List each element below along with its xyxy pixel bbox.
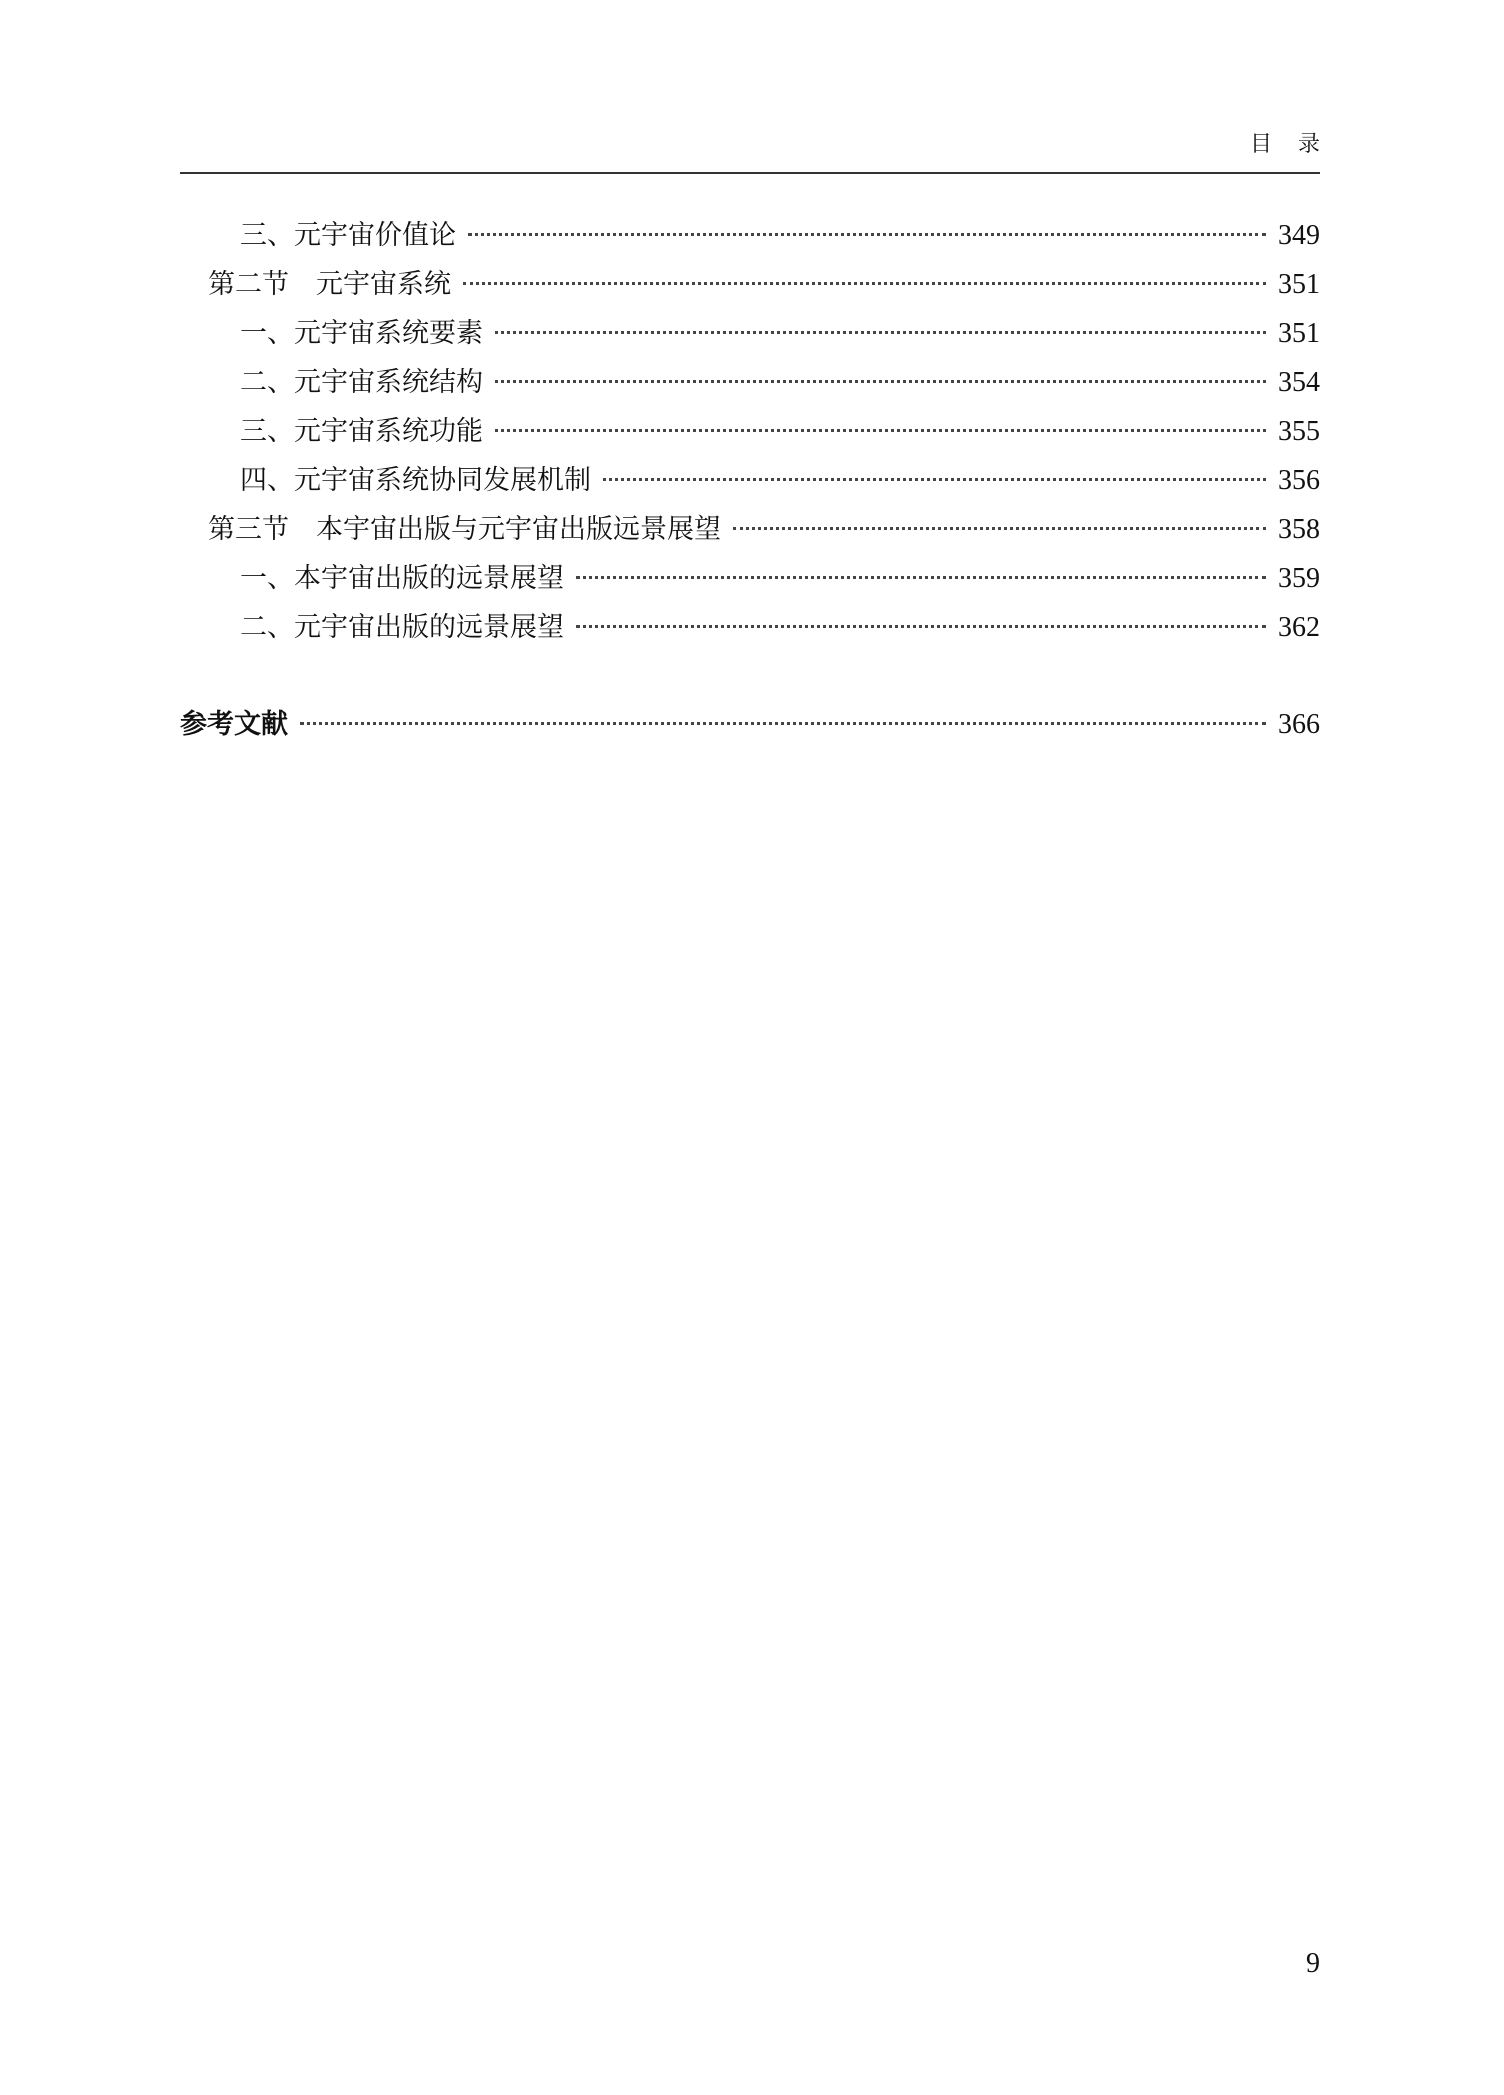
dot-leader [468, 233, 1266, 236]
dot-leader [495, 331, 1266, 334]
toc-entry[interactable] [180, 358, 1320, 407]
toc-entry-page: 366 [1278, 709, 1320, 740]
toc-entry-title: 二、元宇宙系统结构 [240, 367, 483, 398]
toc-entry-title: 参考文献 [180, 709, 288, 740]
toc-entry-page: 359 [1278, 563, 1320, 594]
header-title: 目录 [1249, 132, 1346, 157]
toc-entry[interactable] [180, 407, 1320, 456]
toc-entry[interactable] [180, 505, 1320, 554]
dot-leader [495, 380, 1266, 383]
toc-entry[interactable] [180, 456, 1320, 505]
toc-entry[interactable] [180, 603, 1320, 652]
toc-entry-title: 二、元宇宙出版的远景展望 [240, 612, 564, 643]
toc-entry-page: 354 [1278, 367, 1320, 398]
toc-entry[interactable] [180, 260, 1320, 309]
toc-entry-page: 362 [1278, 612, 1320, 643]
toc-entry-references[interactable] [180, 700, 1320, 749]
toc-entry-title: 一、本宇宙出版的远景展望 [240, 563, 564, 594]
toc-entry-title: 三、元宇宙价值论 [240, 220, 456, 251]
toc-entry-title: 第三节 本宇宙出版与元宇宙出版远景展望 [208, 514, 721, 545]
toc-entry-page: 356 [1278, 465, 1320, 496]
toc-entry-title: 一、元宇宙系统要素 [240, 318, 483, 349]
dot-leader [603, 478, 1266, 481]
dot-leader [495, 429, 1266, 432]
toc-entry-title: 四、元宇宙系统协同发展机制 [240, 465, 591, 496]
toc-entry-page: 358 [1278, 514, 1320, 545]
page-number: 9 [1306, 1948, 1320, 1979]
running-header [180, 130, 1346, 174]
dot-leader [576, 625, 1266, 628]
dot-leader [576, 576, 1266, 579]
dot-leader [733, 527, 1266, 530]
toc-entry[interactable] [180, 554, 1320, 603]
toc-entry-title: 第二节 元宇宙系统 [208, 269, 451, 300]
toc-entry-page: 349 [1278, 220, 1320, 251]
table-of-contents [180, 211, 1320, 749]
dot-leader [300, 722, 1266, 725]
toc-entry-page: 351 [1278, 269, 1320, 300]
toc-entry-page: 351 [1278, 318, 1320, 349]
dot-leader [463, 282, 1266, 285]
toc-entry-page: 355 [1278, 416, 1320, 447]
toc-entry[interactable] [180, 211, 1320, 260]
toc-entry[interactable] [180, 309, 1320, 358]
toc-entry-title: 三、元宇宙系统功能 [240, 416, 483, 447]
